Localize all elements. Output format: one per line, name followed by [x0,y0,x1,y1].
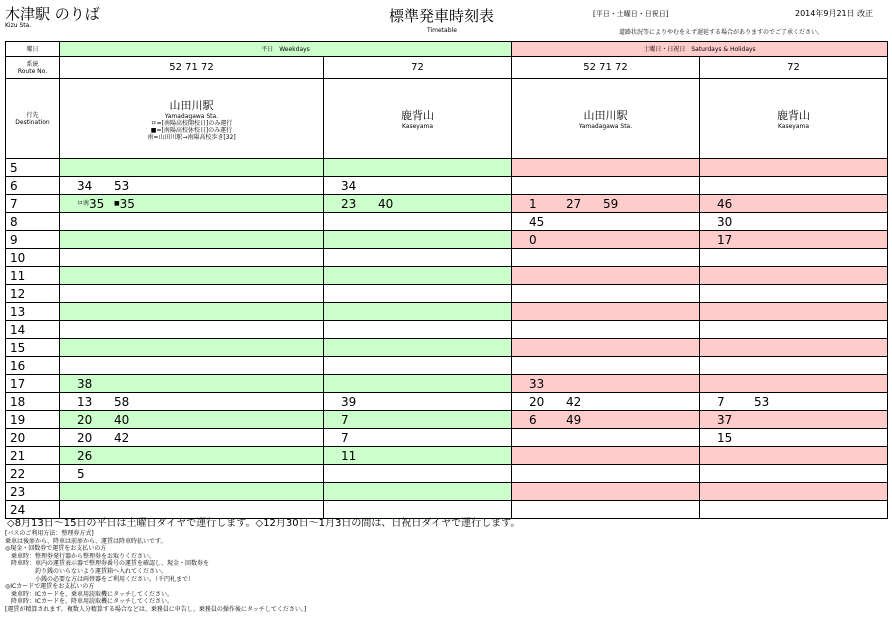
minutes-cell [512,303,700,321]
hour-row [6,411,888,429]
hour-cell: 10 [6,249,60,267]
minutes-cell [512,267,700,285]
departure-minute: 1 [529,196,537,211]
service-mark: ロ南 [77,199,90,207]
minutes-cell [324,483,512,501]
departure-minute: 20 [529,394,545,409]
minutes-cell [324,429,512,447]
hour-cell: 20 [6,429,60,447]
hour-row [6,231,888,249]
hour-row [6,267,888,285]
minutes-cell [60,195,324,213]
hour-cell: 12 [6,285,60,303]
route-col-4: 72 [700,57,888,79]
timetable [5,41,888,519]
route-col-2: 72 [324,57,512,79]
departure-minute: 0 [529,232,537,247]
departure-minute: 6 [529,412,537,427]
day-types: [平日・土曜日・日祝日] [593,10,669,18]
dest-label: 行先 Destination [6,79,60,159]
usage-note-line: 乗車時：ICカードを、乗車用読取機にタッチしてください。 [5,590,173,598]
hour-cell: 14 [6,321,60,339]
departure-minute: 42 [566,394,582,409]
departure-minute: 20 [77,412,93,427]
timetable-page [3,3,889,628]
usage-note-line: ◎現金・回数券で運賃をお支払いの方 [5,545,107,553]
hour-row [6,339,888,357]
minutes-cell [512,231,700,249]
page-title: 標準発車時刻表 [389,7,495,25]
minutes-cell [324,159,512,177]
minutes-cell [700,483,888,501]
minutes-cell [60,465,324,483]
minutes-cell [324,285,512,303]
minutes-cell [60,393,324,411]
minutes-cell [700,303,888,321]
minutes-cell [512,465,700,483]
hour-row [6,375,888,393]
minutes-cell [324,231,512,249]
minutes-cell [700,339,888,357]
minutes-cell [700,375,888,393]
usage-note-line: [運賃が精算されます。複数人分精算する場合などは、乗務員に申告し、乗務員の操作後にタッチしてください。] [5,605,307,613]
departure-minute: 27 [566,196,582,211]
hour-cell: 18 [6,393,60,411]
departure-minute: 40 [378,196,394,211]
minutes-cell [324,447,512,465]
hour-row [6,303,888,321]
minutes-cell [324,411,512,429]
minutes-cell [700,465,888,483]
minutes-cell [512,483,700,501]
minutes-cell [700,213,888,231]
dest-col-3: 山田川駅 Yamadagawa Sta. [512,79,700,159]
departure-minute: 39 [341,394,357,409]
departure-minute: 42 [114,430,130,445]
minutes-cell [700,411,888,429]
departure-minute: 30 [717,214,733,229]
minutes-cell [60,213,324,231]
route-col-1: 52 71 72 [60,57,324,79]
minutes-cell [512,285,700,303]
minutes-cell [60,447,324,465]
dest-col-2: 鹿背山 Kaseyama [324,79,512,159]
minutes-cell [60,177,324,195]
minutes-cell [324,357,512,375]
minutes-cell [60,339,324,357]
minutes-cell [512,339,700,357]
minutes-cell [700,195,888,213]
usage-note-line: 乗車時：整理券発行器から整理券をお取りください。 [5,552,156,560]
minutes-cell [700,447,888,465]
departure-minute: 37 [717,412,733,427]
usage-note-line: 小銭の必要な方は両替器をご利用ください。（千円札まで） [5,575,195,583]
departure-minute: 34 [341,178,357,193]
hour-cell: 17 [6,375,60,393]
minutes-cell [60,249,324,267]
service-mark: ■ [114,199,120,207]
hour-row [6,483,888,501]
usage-note-line: ◎ICカードで運賃をお支払いの方 [5,583,95,591]
minutes-cell [324,213,512,231]
departure-minute: 40 [114,412,130,427]
minutes-cell [512,321,700,339]
revision-date: 2014年9月21日 改正 [795,9,874,18]
departure-minute: 35 [89,196,105,211]
departure-minute: 7 [341,412,349,427]
minutes-cell [60,231,324,249]
departure-minute: 5 [77,466,85,481]
departure-minute: 34 [77,178,93,193]
hour-cell: 15 [6,339,60,357]
departure-minute: 59 [603,196,619,211]
hour-cell: 5 [6,159,60,177]
departure-minute: 35 [119,196,135,211]
minutes-cell [324,393,512,411]
minutes-cell [60,285,324,303]
departure-minute: 13 [77,394,93,409]
departure-minute: 46 [717,196,733,211]
dest-col-4: 鹿背山 Kaseyama [700,79,888,159]
departure-minute: 53 [754,394,770,409]
minutes-cell [512,195,700,213]
route-label: 系統 Route No. [6,57,60,79]
minutes-cell [60,411,324,429]
minutes-cell [512,375,700,393]
page-title-en: Timetable [427,27,457,34]
hour-row [6,249,888,267]
minutes-cell [512,393,700,411]
minutes-cell [700,501,888,519]
hour-cell: 22 [6,465,60,483]
minutes-cell [60,357,324,375]
hour-cell: 6 [6,177,60,195]
departure-minute: 49 [566,412,582,427]
minutes-cell [60,303,324,321]
minutes-cell [700,177,888,195]
minutes-cell [324,195,512,213]
hour-cell: 9 [6,231,60,249]
minutes-cell [60,267,324,285]
day-label: 曜日 [6,42,60,57]
hour-row [6,465,888,483]
minutes-cell [324,177,512,195]
usage-note-line: 降車時：車内の運賃表示器で整理券番号の運賃を確認し、現金・回数券を [5,560,210,568]
minutes-cell [60,321,324,339]
minutes-cell [324,303,512,321]
minutes-cell [512,159,700,177]
delay-note: 道路状況等によりやむをえず遅延する場合がありますのでご了承ください。 [619,29,824,36]
departure-minute: 15 [717,430,733,445]
minutes-cell [324,321,512,339]
stop-name: 木津駅 のりば [5,5,100,23]
hour-cell: 19 [6,411,60,429]
hour-cell: 13 [6,303,60,321]
minutes-cell [700,249,888,267]
hour-cell: 11 [6,267,60,285]
departure-minute: 33 [529,376,545,391]
hour-cell: 24 [6,501,60,519]
minutes-cell [324,465,512,483]
minutes-cell [60,159,324,177]
departure-minute: 7 [341,430,349,445]
hour-row [6,195,888,213]
usage-notes [5,530,306,614]
minutes-cell [700,321,888,339]
minutes-cell [512,447,700,465]
hour-cell: 8 [6,213,60,231]
departure-minute: 26 [77,448,93,463]
departure-minute: 45 [529,214,545,229]
departure-minute: 11 [341,448,357,463]
hour-row [6,357,888,375]
hour-row [6,177,888,195]
minutes-cell [700,159,888,177]
hour-row [6,447,888,465]
departure-minute: 58 [114,394,130,409]
minutes-cell [700,267,888,285]
usage-note-line: 釣り銭のいらないよう運賃箱へ入れてください。 [5,567,168,575]
usage-note-line: 乗車は後扉から、降車は前扉から、運賃は降車時払いです。 [5,537,167,545]
minutes-cell [512,249,700,267]
minutes-cell [512,357,700,375]
hour-cell: 21 [6,447,60,465]
holiday-header: 土曜日・日祝日 Saturdays & Holidays [512,42,888,57]
hour-row [6,393,888,411]
hour-row [6,429,888,447]
departure-minute: 17 [717,232,733,247]
hour-cell: 23 [6,483,60,501]
minutes-cell [60,483,324,501]
minutes-cell [512,429,700,447]
service-notice: ◇8月13日～15日の平日は土曜日ダイヤで運行します。◇12月30日～1月3日の間は、日祝日ダイヤで運行します。 [7,518,521,529]
minutes-cell [60,429,324,447]
usage-note-line: [バスのご利用方法：整理券方式] [5,530,94,537]
hour-row [6,321,888,339]
minutes-cell [324,267,512,285]
minutes-cell [512,411,700,429]
departure-minute: 53 [114,178,130,193]
minutes-cell [700,231,888,249]
weekday-header: 平日 Weekdays [60,42,512,57]
usage-note-line: 降車時：ICカードを、降車用読取機にタッチしてください。 [5,598,173,606]
departure-minute: 38 [77,376,93,391]
minutes-cell [60,375,324,393]
hour-cell: 7 [6,195,60,213]
minutes-cell [512,177,700,195]
minutes-cell [700,393,888,411]
hour-row [6,213,888,231]
dest-col-1: 山田川駅 Yamadagawa Sta. ロ=[南陽高校開校日]のみ運行 ■=[南陽高校休校日]のみ運行 南=山田川駅→南陽高校歩き[32] [60,79,324,159]
hour-row [6,159,888,177]
minutes-cell [512,213,700,231]
hour-cell: 16 [6,357,60,375]
minutes-cell [512,501,700,519]
minutes-cell [324,249,512,267]
minutes-cell [324,339,512,357]
route-col-3: 52 71 72 [512,57,700,79]
stop-name-en: Kizu Sta. [5,22,32,29]
minutes-cell [700,357,888,375]
minutes-cell [700,285,888,303]
minutes-cell [700,429,888,447]
minutes-cell [324,375,512,393]
departure-minute: 7 [717,394,725,409]
hour-row [6,285,888,303]
departure-minute: 23 [341,196,357,211]
departure-minute: 20 [77,430,93,445]
route-notes: ロ=[南陽高校開校日]のみ運行 ■=[南陽高校休校日]のみ運行 南=山田川駅→南陽高校歩き[32] [147,119,236,141]
